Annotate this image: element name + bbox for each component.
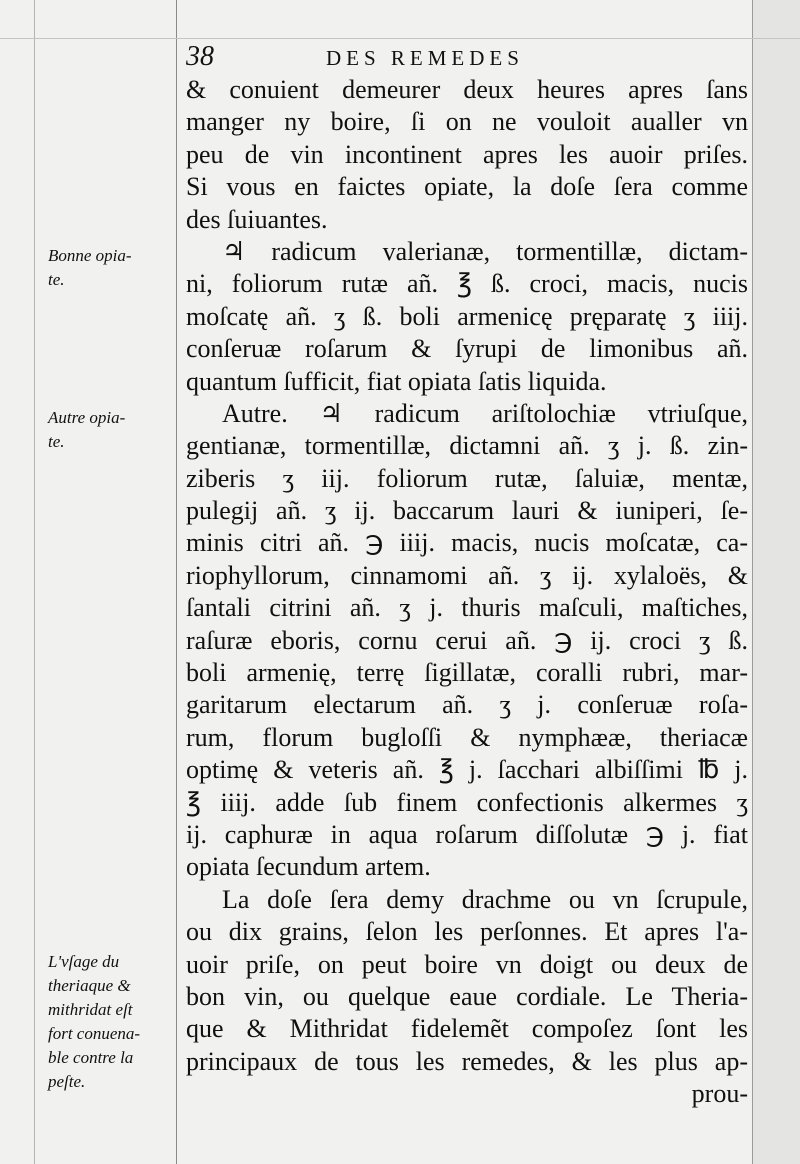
text-line: que & Mithridat fidelemẽt compoſez ſont les bbox=[186, 1014, 748, 1044]
text-line: conſeruæ roſarum & ſyrupi de limonibus añ. bbox=[186, 334, 748, 364]
margin-note-line: Bonne opia- bbox=[48, 246, 132, 265]
text-line: ou dix grains, ſelon les perſonnes. Et apres l'a- bbox=[186, 917, 748, 947]
text-line: optimę & veteris añ. ℥ j. ſacchari albiſſimi ℔ j. bbox=[186, 755, 748, 785]
text-line: Autre. ♃ radicum ariſtolochiæ vtriuſque, bbox=[222, 398, 748, 428]
text-line: gentianæ, tormentillæ, dictamni añ. ʒ j. ß. zin- bbox=[186, 431, 748, 461]
margin-note-line: mithridat eſt bbox=[48, 1000, 133, 1019]
margin-note-line: theriaque & bbox=[48, 976, 131, 995]
margin-note-line: te. bbox=[48, 432, 65, 451]
margin-note-line: fort conuena- bbox=[48, 1024, 141, 1043]
margin-note-line: ble contre la bbox=[48, 1048, 134, 1067]
text-line: moſcatę añ. ʒ ß. boli armenicę pręparatę ʒ iiij. bbox=[186, 301, 748, 331]
text-line: ziberis ʒ iij. foliorum rutæ, ſaluiæ, mentæ, bbox=[186, 463, 748, 493]
text-line: raſuræ eboris, cornu cerui añ. ℈ ij. croci ʒ ß. bbox=[186, 625, 748, 655]
page-number: 38 bbox=[186, 41, 214, 72]
text-line: bon vin, ou quelque eaue cordiale. Le Theria- bbox=[186, 981, 748, 1011]
catchword: prou- bbox=[691, 1079, 748, 1109]
margin-note-line: peſte. bbox=[48, 1072, 86, 1091]
text-line: peu de vin incontinent apres les auoir priſes. bbox=[186, 139, 748, 169]
margin-note-autre-opiate bbox=[48, 406, 176, 454]
text-line: ℥ iiij. adde ſub finem confectionis alkermes ʒ bbox=[186, 787, 748, 817]
text-line: principaux de tous les remedes, & les plus ap- bbox=[186, 1046, 748, 1076]
running-head bbox=[186, 42, 746, 72]
margin-note-rule bbox=[176, 0, 177, 1164]
header-rule bbox=[0, 38, 800, 39]
text-line: riophyllorum, cinnamomi añ. ʒ ij. xylaloës, & bbox=[186, 560, 748, 590]
text-line: ♃ radicum valerianæ, tormentillæ, dictam- bbox=[222, 236, 748, 266]
text-line: manger ny boire, ſi on ne vouloit aualler vn bbox=[186, 107, 748, 137]
text-line: ij. caphuræ in aqua roſarum diſſolutæ ℈ j. fiat bbox=[186, 819, 748, 849]
text-line: ſantali citrini añ. ʒ j. thuris maſculi, maſtiches, bbox=[186, 593, 748, 623]
text-line: opiata ſecundum artem. bbox=[186, 852, 431, 882]
text-line: rum, florum bugloſſi & nymphææ, theriacæ bbox=[186, 722, 748, 752]
page-gutter-shadow bbox=[753, 0, 800, 1164]
text-line: ni, foliorum rutæ añ. ℥ ß. croci, macis, nucis bbox=[186, 269, 748, 299]
text-line: minis citri añ. ℈ iiij. macis, nucis moſcatæ, ca- bbox=[186, 528, 748, 558]
body-text bbox=[186, 74, 748, 1111]
header-title: DES REMEDES bbox=[326, 46, 524, 70]
text-line: quantum ſufficit, fiat opiata ſatis liquida. bbox=[186, 366, 607, 396]
outer-margin-rule bbox=[34, 0, 35, 1164]
margin-note-usage-theriaque bbox=[48, 950, 176, 1094]
text-line: Si vous en faictes opiate, la doſe ſera comme bbox=[186, 172, 748, 202]
text-line: uoir priſe, on peut boire vn doigt ou deux de bbox=[186, 949, 748, 979]
margin-note-line: L'vſage du bbox=[48, 952, 120, 971]
text-line: garitarum electarum añ. ʒ j. conſeruæ roſa- bbox=[186, 690, 748, 720]
text-line: & conuient demeurer deux heures apres ſans bbox=[186, 75, 748, 104]
text-line: boli armenię, terrę ſigillatæ, coralli rubri, mar- bbox=[186, 658, 748, 688]
text-line: pulegij añ. ʒ ij. baccarum lauri & iuniperi, ſe- bbox=[186, 496, 748, 526]
text-line: La doſe ſera demy drachme ou vn ſcrupule, bbox=[222, 884, 748, 914]
text-block-rule bbox=[752, 0, 753, 1164]
margin-note-bonne-opiate bbox=[48, 244, 176, 292]
margin-note-line: Autre opia- bbox=[48, 408, 126, 427]
text-line: des ſuiuantes. bbox=[186, 204, 328, 234]
margin-note-line: te. bbox=[48, 270, 65, 289]
